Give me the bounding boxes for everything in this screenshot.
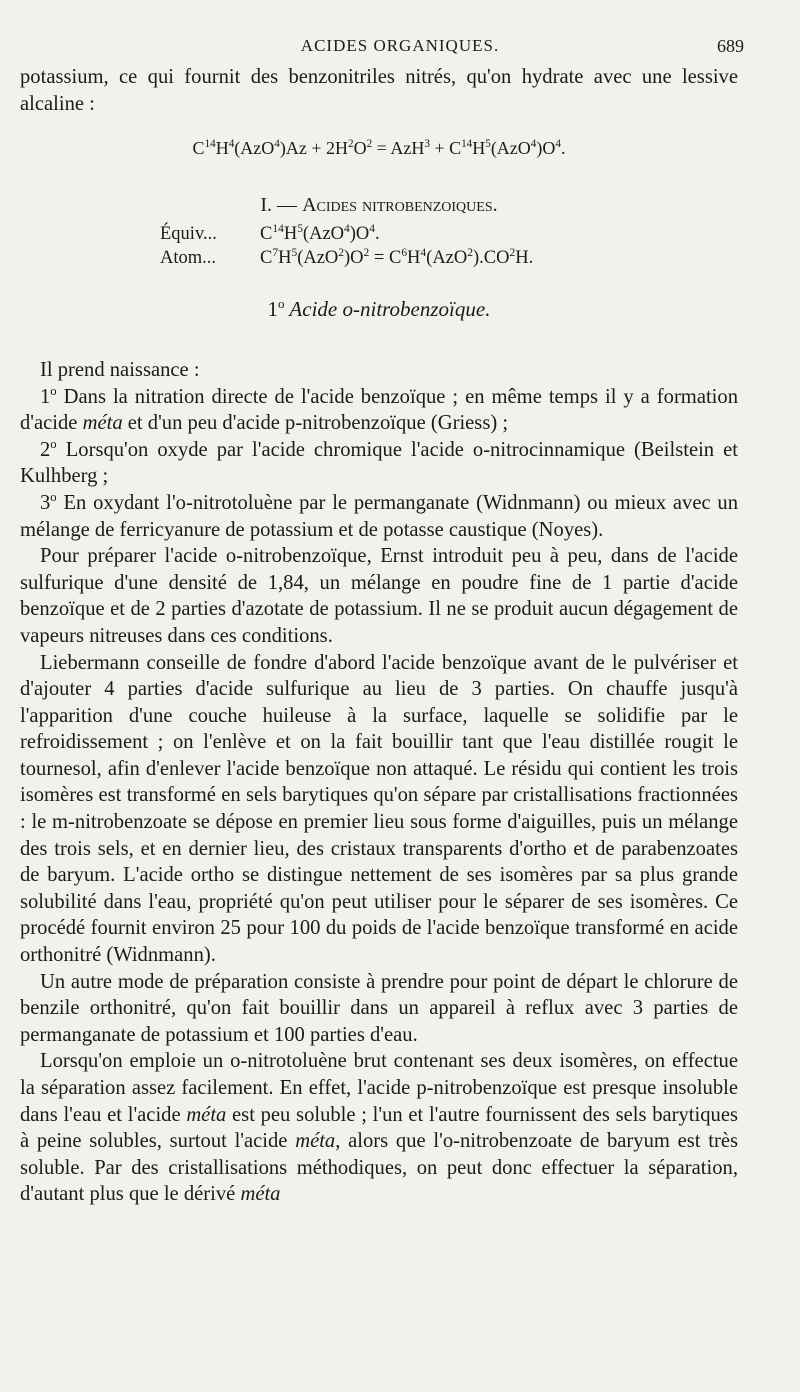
paragraph-method-1: 1$^o$ Dans la nitration directe de l'acide benzoïque ; en même temps il y a formation d'acide méta et d'un peu d'acide p-nitrobenzoïque (Griess) ;: [20, 383, 738, 435]
body-text: [20, 64, 738, 1208]
paragraph-separation: Lorsqu'on emploie un o-nitrotoluène brut contenant ses deux isomères, on effectue la séparation assez facilement. En effet, l'acide p-nitrobenzoïque est presque insoluble dans l'eau et l'acide méta est peu soluble ; l'un et l'autre fournissent des sels barytiques à peine solubles, surtout l'acide méta, alors que l'o-nitrobenzoate de baryum est très soluble. Par des cristallisations méthodiques, on peut donc effectuer la séparation, d'autant plus que le dérivé méta: [20, 1050, 739, 1206]
subsection-heading: 1$^o$ Acide o-nitrobenzoïque.: [267, 296, 491, 322]
running-head: ACIDES ORGANIQUES.: [300, 36, 500, 55]
paragraph-other-method: Un autre mode de préparation consiste à prendre pour point de départ le chlorure de benzile orthonitré, qu'on fait bouillir dans un appareil à reflux avec 3 parties de permanganate de potassium et 100 parties d'eau.: [20, 970, 738, 1046]
page-number: 689: [717, 36, 744, 56]
page-header: [0, 34, 800, 60]
atomic-formula: Atom... $C^7H^5(AzO^2)O^2 = C^6H^4(AzO^2).CO^2H$.: [160, 247, 534, 269]
hydration-equation: $C^{14}H^4(AzO^4)Az + 2H^2O^2 = AzH^3 + C^{14}H^5(AzO^4)O^4$.: [192, 138, 566, 159]
paragraph-method-3: 3$^o$ En oxydant l'o-nitrotoluène par le permanganate (Widnmann) ou mieux avec un mélange de ferricyanure de potassium et de potasse caustique (Noyes).: [20, 490, 738, 541]
section-heading: I. — Acides nitrobenzoiques.: [260, 193, 498, 216]
paragraph-liebermann: Liebermann conseille de fondre d'abord l'acide benzoïque avant de le pulvériser et d'ajouter 4 parties d'acide sulfurique au lieu de 3 parties. On chauffe jusqu'à l'apparition d'une couche huileuse à la surface, laquelle se solidifie par le refroidissement ; on l'enlève et on la fait bouillir tant que l'eau distillée rougit le tournesol, afin d'enlever l'acide benzoïque non attaqué. Le résidu qui contient les trois isomères est transformé en sels barytiques qu'on sépare par cristallisations fractionnées : le m-nitrobenzoate se dépose en premier lieu sous forme d'aiguilles, puis un mélange des trois sels, et en dernier lieu, des cristaux transparents d'ortho et de parabenzoates de baryum. L'acide ortho se distingue nettement de ses isomères par sa plus grande solubilité dans l'eau, propriété qu'on peut utiliser pour le séparer de ses isomères. Ce procédé fournit environ 25 pour 100 du poids de l'acide benzoïque transformé en acide orthonitré (Widnmann).: [20, 651, 738, 967]
paragraph-method-2: 2$^o$ Lorsqu'on oxyde par l'acide chromique l'acide o-nitrocinnamique (Beilstein et Kulhberg ;: [20, 436, 738, 488]
equivalent-formula: Équiv... $C^{14}H^5(AzO^4)O^4$.: [160, 223, 380, 245]
paragraph-ernst: Pour préparer l'acide o-nitrobenzoïque, Ernst introduit peu à peu, dans de l'acide sulfurique d'une densité de 1,84, un mélange en poudre fine de 1 partie d'acide benzoïque et de 2 parties d'azotate de potassium. Il ne se produit aucun dégagement de vapeurs nitreuses dans ces conditions.: [20, 545, 738, 647]
intro-paragraph: potassium, ce qui fournit des benzonitriles nitrés, qu'on hydrate avec une lessive alcaline :: [20, 66, 738, 115]
paragraph-origin: Il prend naissance :: [40, 358, 200, 381]
